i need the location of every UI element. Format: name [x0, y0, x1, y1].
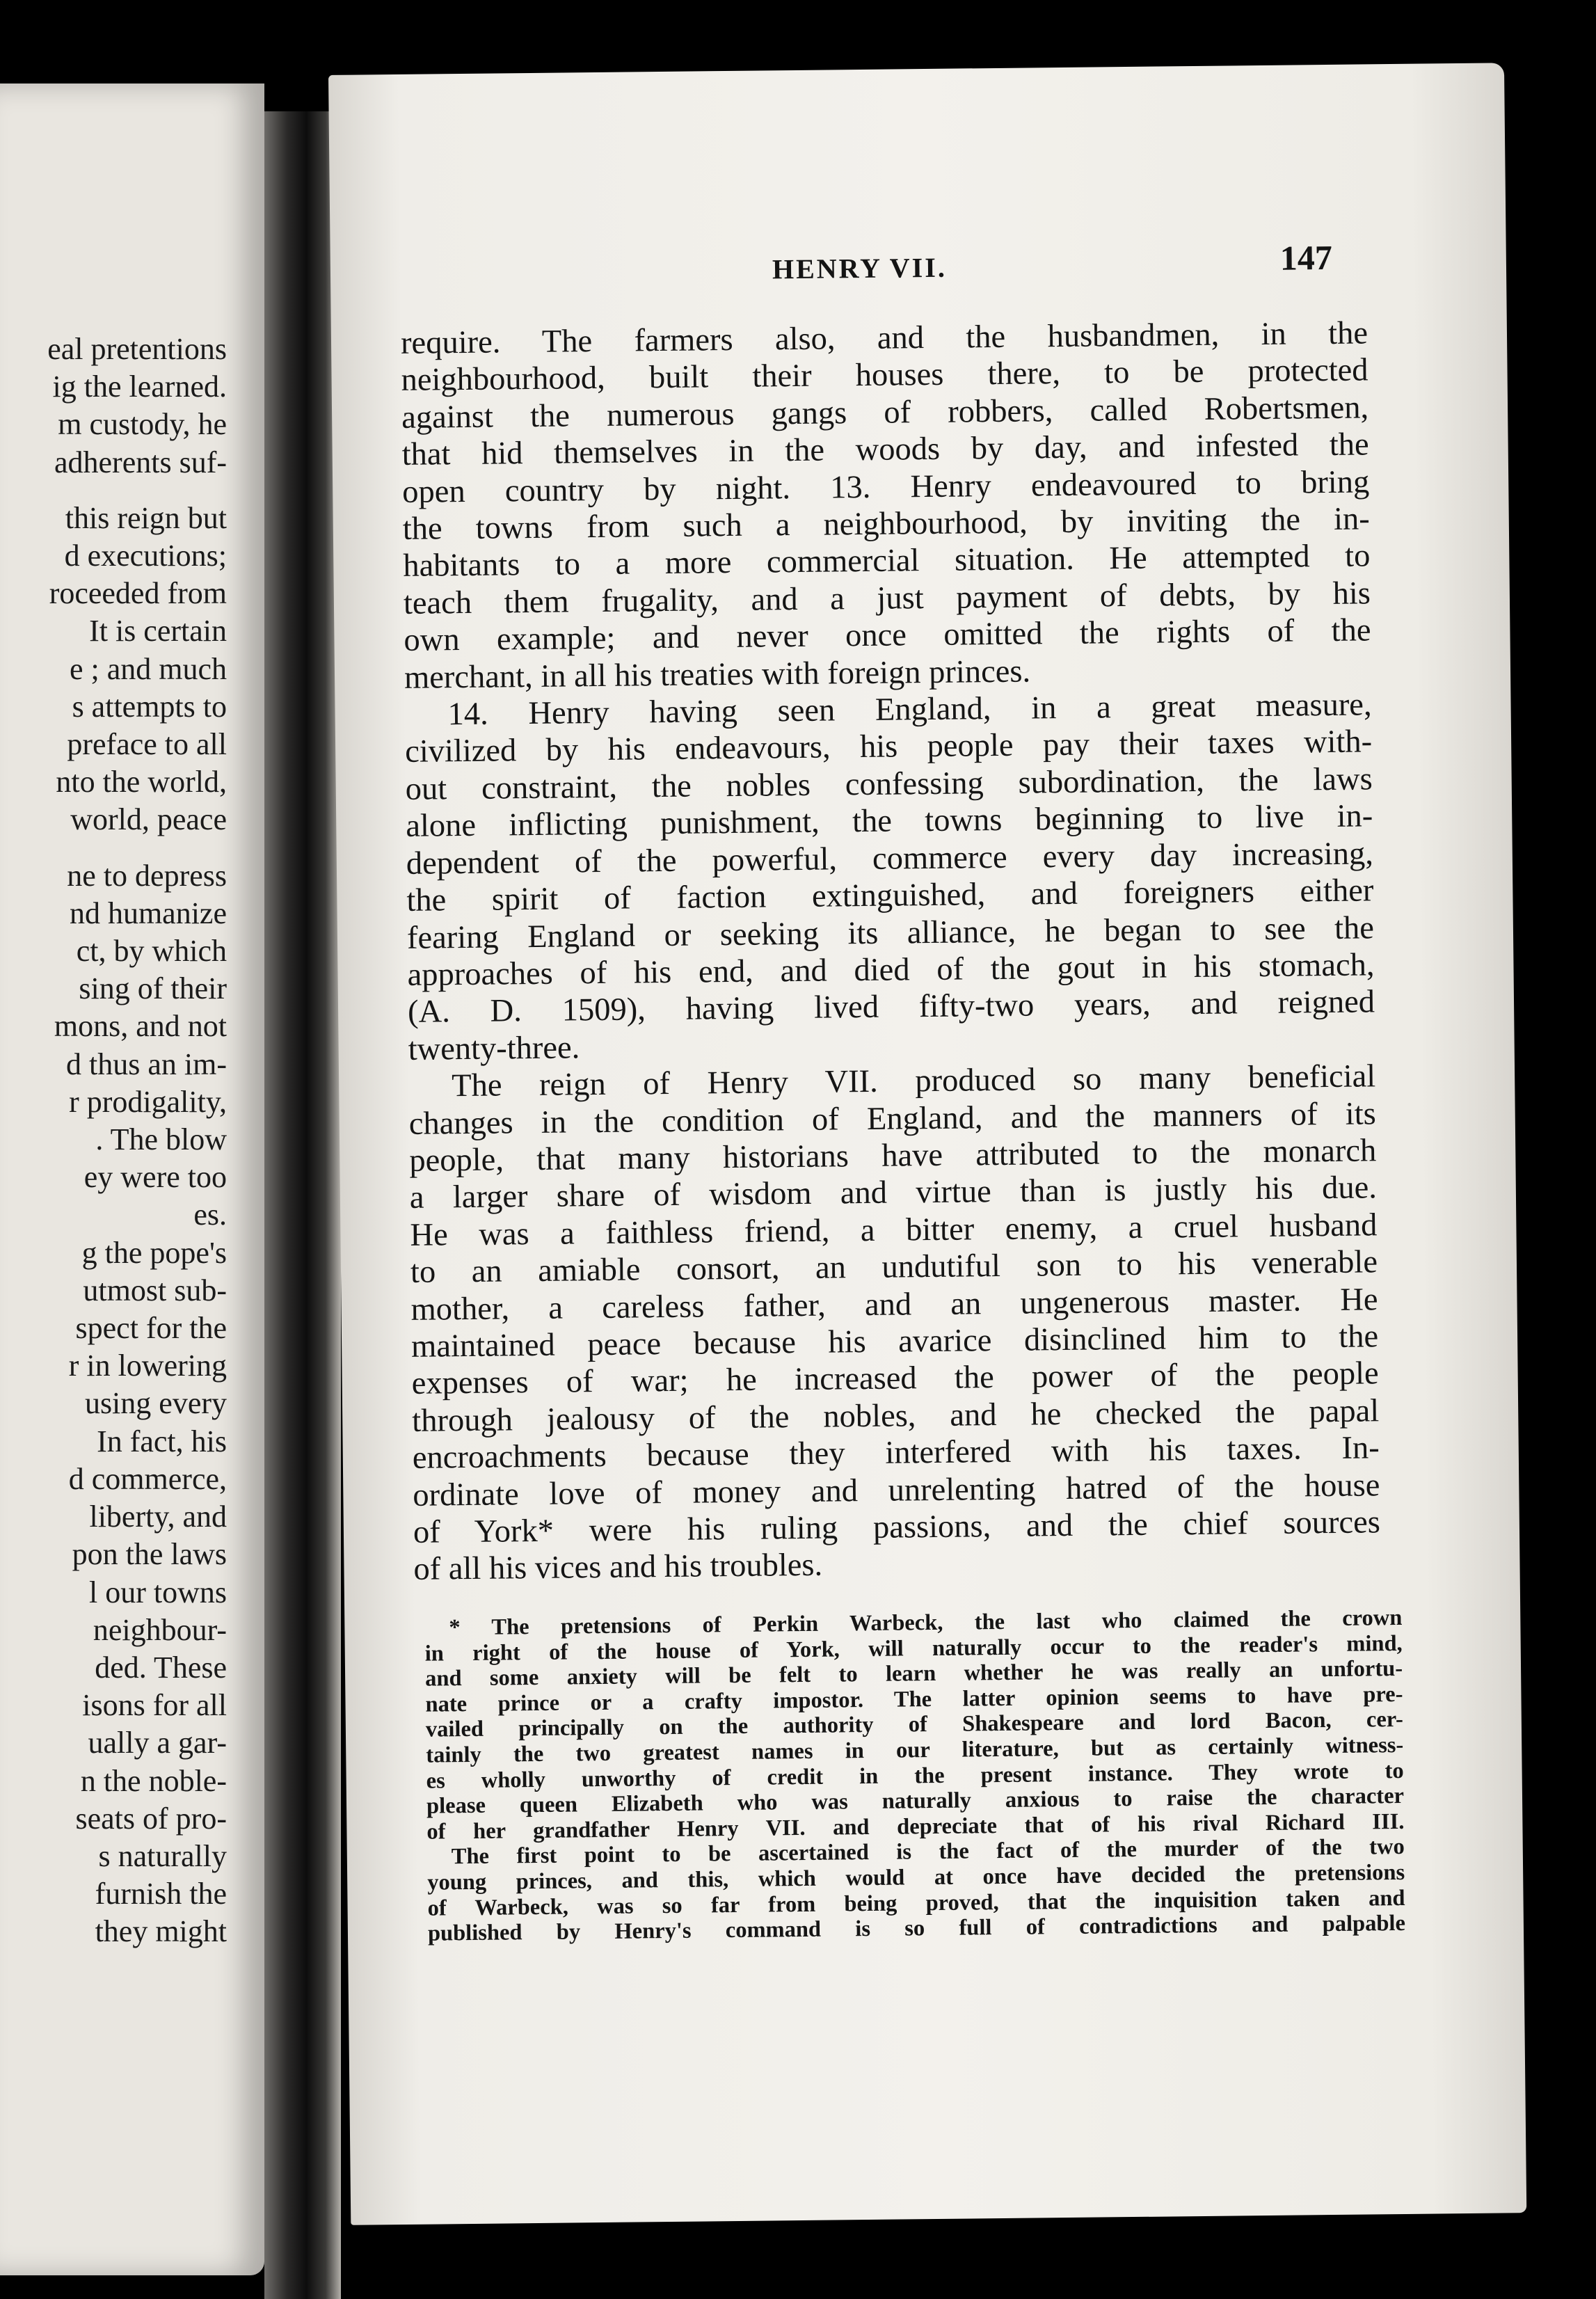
text-line: fearing England or seeking its alliance, he began to see the — [406, 909, 1375, 956]
text-line: of York* were his ruling passions, and the chief sources — [413, 1504, 1381, 1550]
left-page-text — [47, 331, 227, 1951]
text-line: changes in the condition of England, and the manners of its — [408, 1095, 1376, 1142]
left-text-line: neighbour- — [93, 1612, 227, 1647]
left-text-line: d thus an im- — [66, 1047, 227, 1081]
left-text-line: d executions; — [64, 539, 227, 573]
left-text-line: ded. These — [95, 1650, 227, 1685]
left-text-line: m custody, he — [58, 407, 227, 442]
text-line: He was a faithless friend, a bitter enemy, a cruel husband — [410, 1207, 1378, 1253]
text-line: teach them frugality, and a just payment of debts, by his — [403, 575, 1371, 621]
footnote-line: The first point to be ascertained is the fact of the murder of the two — [451, 1834, 1405, 1870]
book-gutter — [264, 111, 341, 2299]
footnote-line: * The pretensions of Perkin Warbeck, the last who claimed the crown — [449, 1605, 1403, 1641]
footnote-line: nate prince or a crafty impostor. The latter opinion seems to have pre- — [425, 1681, 1403, 1717]
footnote-paragraph-1 — [424, 1605, 1404, 1845]
footnote — [424, 1605, 1405, 1946]
left-text-line: e ; and much — [69, 651, 227, 686]
left-text-line: r in lowering — [68, 1349, 227, 1383]
left-text-line: nto the world, — [56, 765, 227, 800]
left-text-line: utmost sub- — [83, 1273, 227, 1307]
text-line: own example; and never once omitted the rights of the — [404, 612, 1371, 659]
text-line: mother, a careless father, and an ungenerous master. He — [410, 1281, 1378, 1328]
text-line: people, that many historians have attributed to the monarch — [409, 1133, 1377, 1179]
text-line: that hid themselves in the woods by day, and infested the — [401, 427, 1369, 473]
left-page — [0, 83, 264, 2275]
text-line: against the numerous gangs of robbers, called Robertsmen, — [401, 390, 1369, 436]
left-text-line: using every — [84, 1386, 227, 1421]
left-text-line: ne to depress — [67, 858, 227, 893]
text-line: habitants to a more commercial situation. He attempted to — [403, 538, 1371, 584]
text-line: alone inflicting punishment, the towns beginning to live in- — [406, 798, 1373, 845]
text-line: open country by night. 13. Henry endeavoured to bring — [402, 463, 1370, 510]
text-line: through jealousy of the nobles, and he checked the papal — [411, 1393, 1380, 1439]
left-text-line: furnish the — [95, 1877, 227, 1911]
text-line: civilized by his endeavours, his people pay their taxes with- — [404, 724, 1373, 770]
left-text-line: In fact, his — [97, 1424, 227, 1458]
left-text-line: sing of their — [79, 971, 227, 1006]
left-text-line: nd humanize — [69, 896, 227, 930]
left-text-line: preface to all — [67, 727, 227, 762]
footnote-line: published by Henry's command is so full of contradictions and palpable — [427, 1911, 1406, 1946]
paragraph-gap — [47, 839, 227, 857]
left-text-line: ct, by which — [76, 934, 227, 969]
footnote-line: es wholly unworthy of credit in the present instance. They wrote to — [426, 1758, 1404, 1794]
left-text-line: ey were too — [83, 1160, 227, 1195]
text-line: (A. D. 1509), having lived fifty-two years, and reigned — [407, 984, 1375, 1031]
text-line: encroachments because they interfered with his taxes. In- — [412, 1430, 1380, 1477]
left-text-line: isons for all — [82, 1688, 227, 1723]
left-text-line: liberty, and — [89, 1499, 227, 1534]
text-line: expenses of war; he increased the power of the people — [411, 1355, 1379, 1402]
left-text-line: g the pope's — [81, 1235, 227, 1270]
text-line: a larger share of wisdom and virtue than is justly his due. — [409, 1170, 1378, 1216]
left-text-line: . The blow — [95, 1122, 227, 1157]
paragraph-gap — [47, 482, 227, 500]
left-text-line: spect for the — [75, 1311, 227, 1346]
footnote-line: of her grandfather Henry VII. and depreciate that of his rival Richard III. — [426, 1808, 1405, 1845]
text-line: require. The farmers also, and the husbandmen, in the — [400, 315, 1368, 361]
text-line: The reign of Henry VII. produced so many beneficial — [451, 1058, 1376, 1104]
text-line: twenty-three. — [408, 1030, 580, 1067]
left-text-line: s naturally — [98, 1838, 227, 1873]
footnote-line: young princes, and this, which would at once have decided the pretensions — [427, 1859, 1405, 1895]
text-line: out constraint, the nobles confessing subordination, the laws — [405, 761, 1373, 807]
footnote-line: please queen Elizabeth who was naturally anxious to raise the character — [426, 1783, 1405, 1819]
left-text-line: It is certain — [89, 614, 227, 649]
body-text — [401, 315, 1381, 1588]
footnote-line: and some anxiety will be felt to learn whether he was really an unfortu- — [424, 1656, 1403, 1692]
text-line: the spirit of faction extinguished, and foreigners either — [406, 873, 1374, 918]
left-text-line: l our towns — [89, 1575, 227, 1609]
paragraph-2 — [404, 686, 1375, 1068]
text-line: neighbourhood, built their houses there, to be protected — [401, 352, 1368, 399]
text-line: ordinate love of money and unrelenting hatred of the house — [413, 1467, 1380, 1513]
left-text-line: s attempts to — [72, 689, 227, 724]
text-line: approaches of his end, and died of the gout in his stomach, — [407, 947, 1375, 993]
left-text-line: ually a gar- — [88, 1726, 227, 1760]
left-text-line: this reign but — [65, 500, 227, 535]
left-text-line: es. — [193, 1198, 227, 1232]
left-text-line: they might — [95, 1914, 227, 1949]
footnote-line: in right of the house of York, will naturally occur to the reader's mind, — [424, 1630, 1403, 1666]
text-line: merchant, in all his treaties with foreign princes. — [404, 653, 1031, 696]
footnote-line: of Warbeck, was so far from being proved, that the inquisition taken and — [427, 1885, 1405, 1921]
left-text-line: seats of pro- — [75, 1801, 227, 1836]
left-text-line: d commerce, — [68, 1461, 227, 1496]
left-text-line: world, peace — [70, 802, 227, 837]
left-text-line: mons, and not — [54, 1009, 227, 1044]
footnote-line: vailed principally on the authority of Shakespeare and lord Bacon, cer- — [425, 1707, 1404, 1743]
left-text-line: roceeded from — [49, 576, 227, 611]
footnote-paragraph-2 — [427, 1834, 1405, 1946]
text-line: to an amiable consort, an undutiful son to his venerable — [410, 1244, 1378, 1291]
left-text-line: n the noble- — [80, 1763, 227, 1798]
left-text-line: eal pretentions — [47, 332, 227, 366]
running-head: HENRY VII. — [772, 251, 948, 285]
paragraph-1 — [401, 315, 1372, 697]
text-line: dependent of the powerful, commerce every day increasing, — [406, 836, 1374, 882]
left-text-line: r prodigality, — [69, 1084, 227, 1119]
paragraph-3 — [408, 1058, 1381, 1588]
text-line: maintained peace because his avarice disinclined him to the — [410, 1319, 1379, 1365]
text-line: the towns from such a neighbourhood, by inviting the in- — [402, 501, 1371, 547]
left-text-line: pon the laws — [72, 1537, 227, 1572]
text-line: 14. Henry having seen England, in a great measure, — [447, 687, 1372, 733]
left-text-line: adherents suf- — [54, 445, 227, 479]
footnote-line: tainly the two greatest names in our literature, but as certainly witness- — [426, 1732, 1404, 1768]
text-line: of all his vices and his troubles. — [413, 1548, 823, 1588]
left-text-line: ig the learned. — [52, 369, 227, 404]
right-page — [328, 63, 1526, 2225]
page-number: 147 — [1279, 237, 1333, 278]
